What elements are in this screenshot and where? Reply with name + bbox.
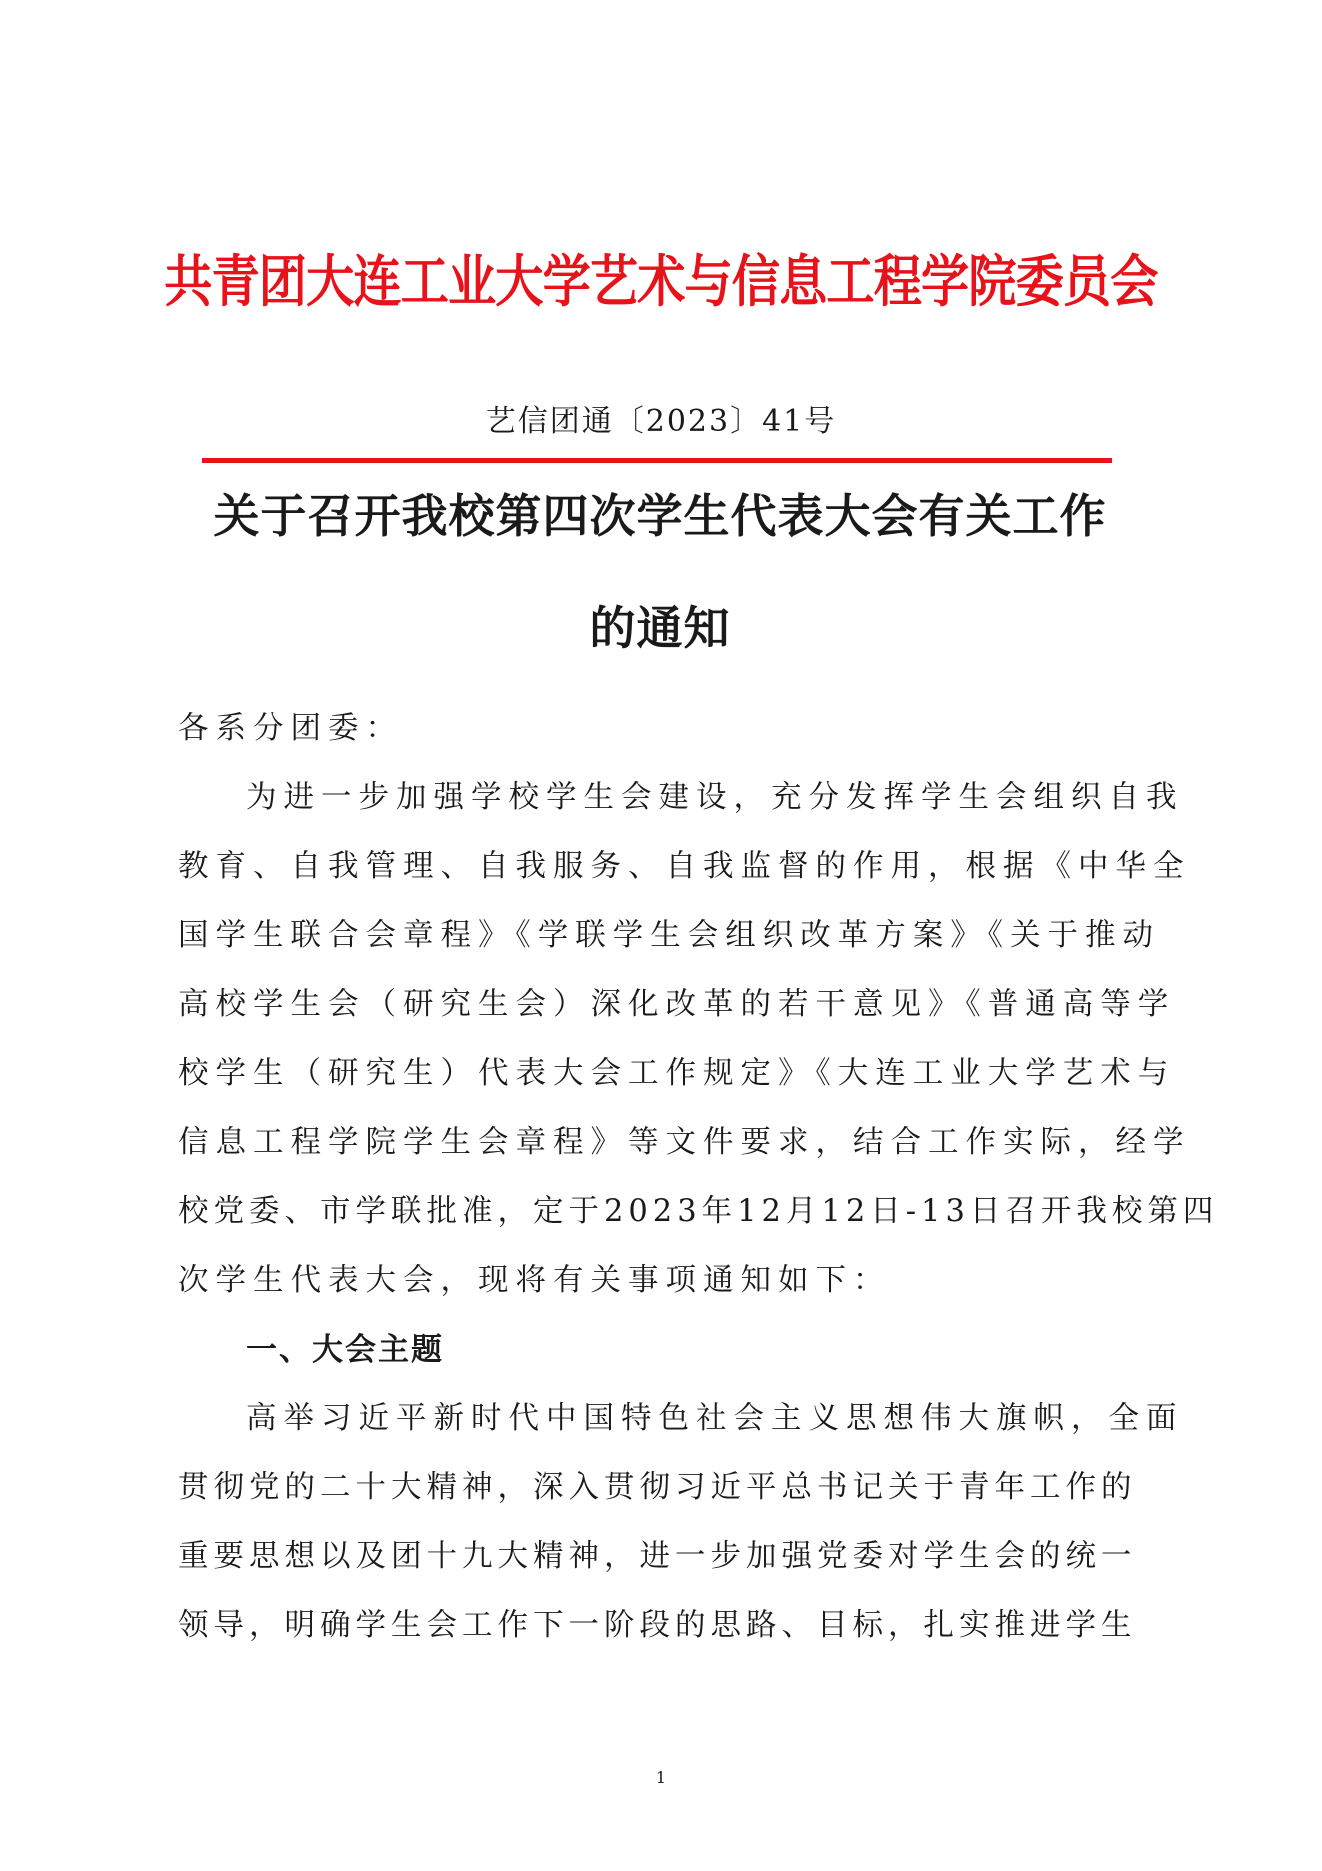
salutation: 各系分团委：: [178, 711, 403, 746]
paragraph-line: 国学生联合会章程》《学联学生会组织改革方案》《关于推动: [178, 918, 1160, 953]
paragraph-line: 领导，明确学生会工作下一阶段的思路、目标，扎实推进学生: [178, 1608, 1137, 1643]
paragraph-line: 贯彻党的二十大精神，深入贯彻习近平总书记关于青年工作的: [178, 1470, 1137, 1505]
document-number: 艺信团通〔2023〕41号: [485, 404, 837, 439]
paragraph-line: 信息工程学院学生会章程》等文件要求，结合工作实际，经学: [178, 1125, 1191, 1160]
page-number: 1: [655, 1768, 667, 1787]
organization-header: 共青团大连工业大学艺术与信息工程学院委员会: [164, 250, 1158, 315]
paragraph-line: 教育、自我管理、自我服务、自我监督的作用，根据《中华全: [178, 849, 1191, 884]
section-heading: 一、大会主题: [246, 1332, 444, 1368]
paragraph-line: 重要思想以及团十九大精神，进一步加强党委对学生会的统一: [178, 1539, 1137, 1574]
paragraph-line: 高校学生会（研究生会）深化改革的若干意见》《普通高等学: [178, 987, 1176, 1022]
paragraph-line: 为进一步加强学校学生会建设，充分发挥学生会组织自我: [246, 780, 1184, 815]
paragraph-line: 校学生（研究生）代表大会工作规定》《大连工业大学艺术与: [178, 1056, 1176, 1091]
paragraph-line: 校党委、市学联批准，定于2023年12月12日-13日召开我校第四: [178, 1194, 1219, 1229]
paragraph-line: 次学生代表大会，现将有关事项通知如下：: [178, 1263, 891, 1298]
red-divider-rule: [202, 458, 1112, 463]
document-title-line-2: 的通知: [589, 601, 731, 655]
document-title-line-1: 关于召开我校第四次学生代表大会有关工作: [213, 489, 1107, 543]
paragraph-line: 高举习近平新时代中国特色社会主义思想伟大旗帜，全面: [246, 1401, 1184, 1436]
